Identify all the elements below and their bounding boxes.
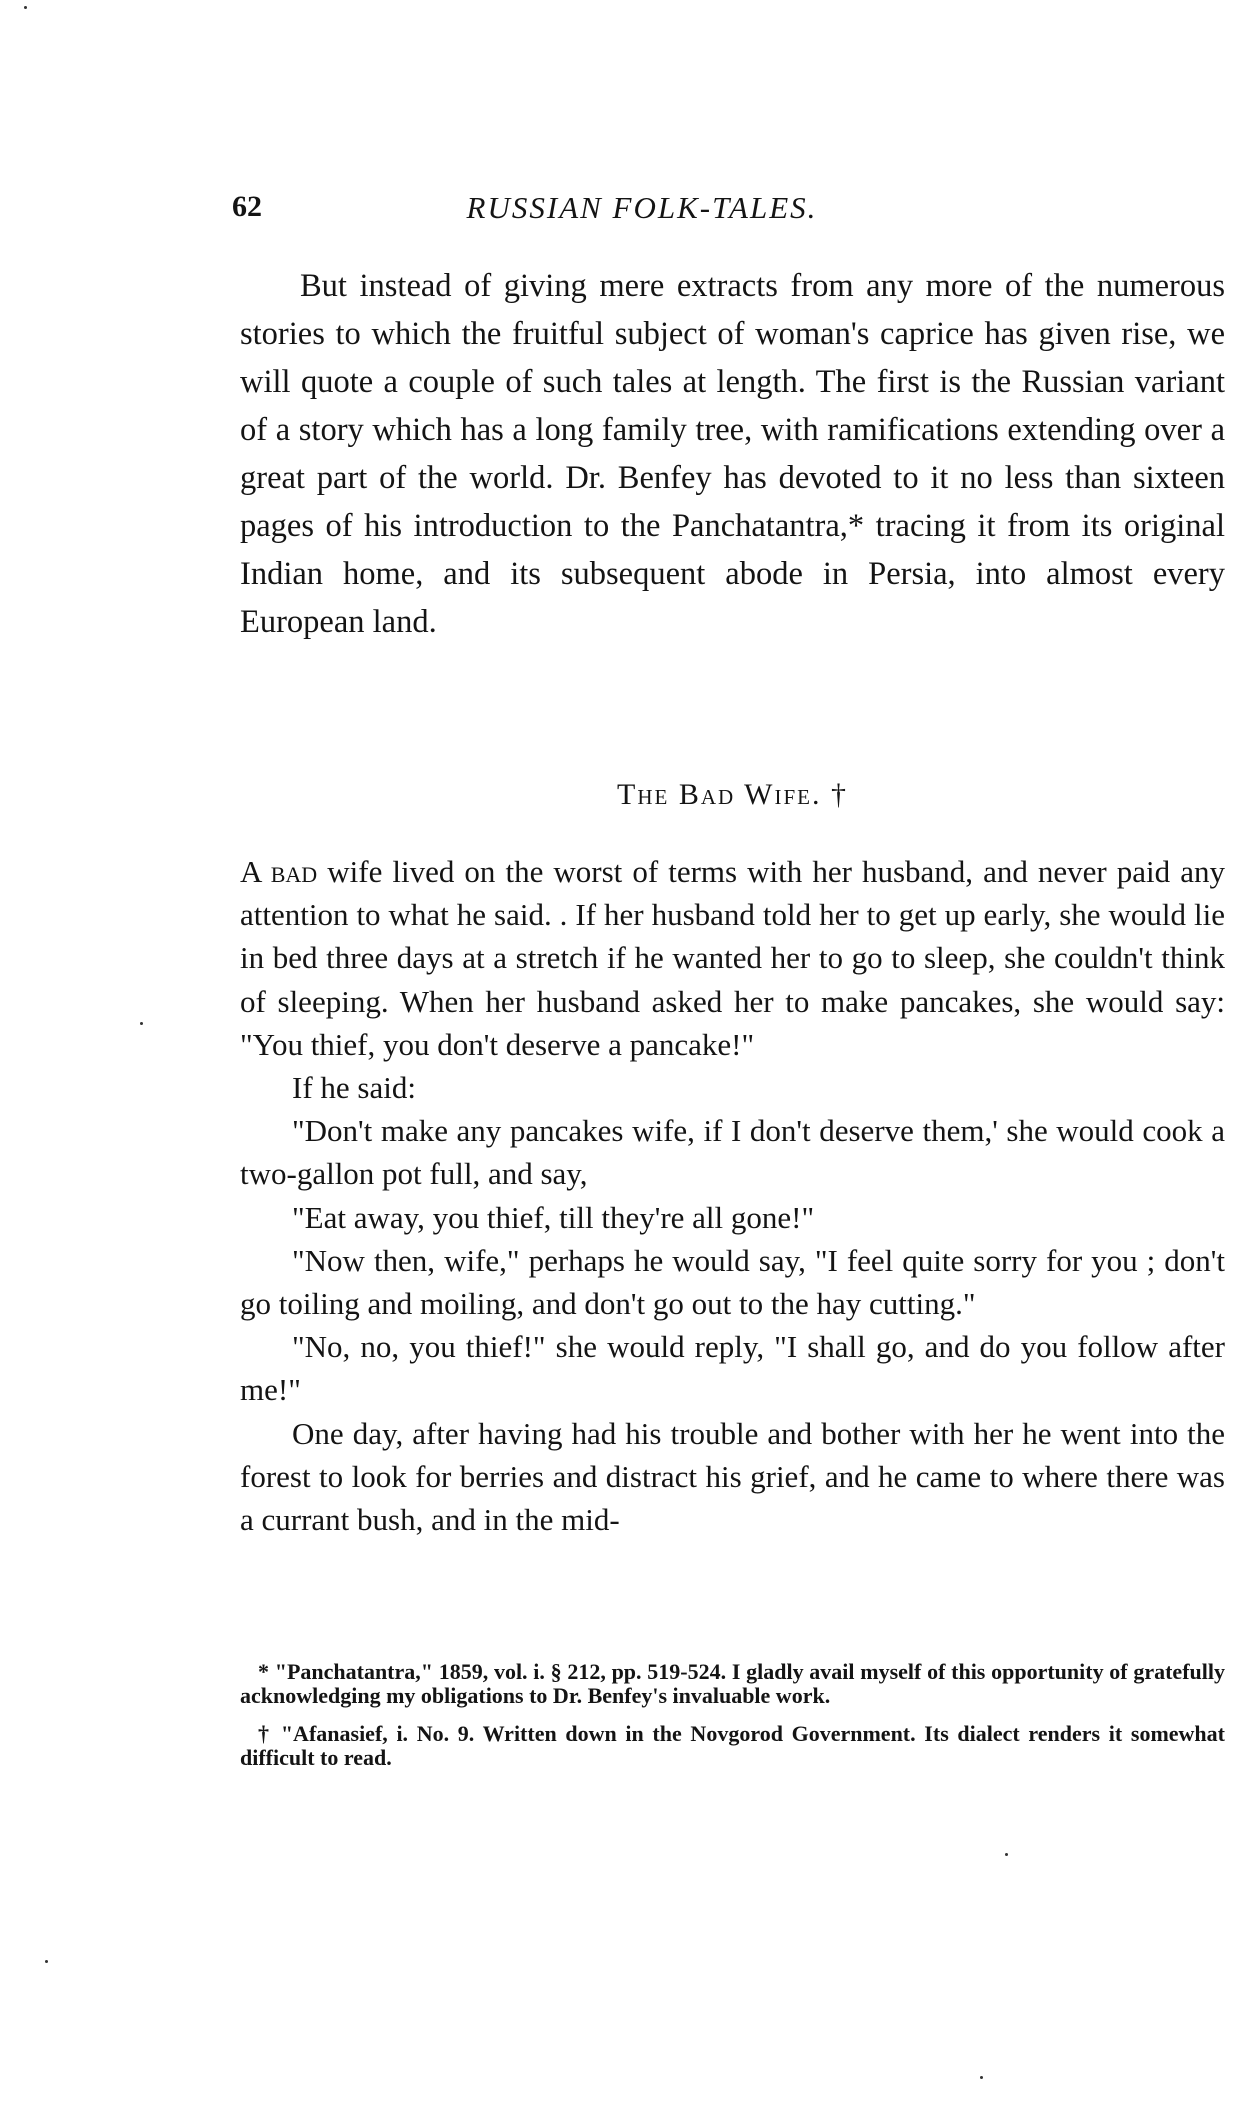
intro-paragraph: But instead of giving mere extracts from any more of the numerous stories to which the fruitful subject of woman's caprice has given rise, we will quote a couple of such tales at length. The first is the Russian variant of a story which has a long family tree, with ramifications extending over a great part of the world. Dr. Benfey has devoted to it no less than sixteen pages of his introduction to the Panchatantra,* tracing it from its original Indian home, and its subsequent abode in Persia, into almost every European land. xyxy=(240,268,1225,640)
story-paragraph: "Now then, wife," perhaps he would say, "I feel quite sorry for you ; don't go toiling and moiling, and don't go out to the hay cutting." xyxy=(240,1242,1225,1322)
story-paragraph: "Don't make any pancakes wife, if I don't deserve them,' she would cook a two-gallon pot full, and say, xyxy=(240,1113,1225,1192)
story-paragraph-text: wife lived on the worst of terms with her husband, and never paid any attention to what he said. . If her husband told her to get up early, she would lie in bed three days at a stretch if he wanted her to go to sleep, she couldn't think of sleeping. When her husband asked her to make pancakes, she would say: "You thief, you don't deserve a pancake!" xyxy=(240,854,1225,1062)
story-opening-words: A bad xyxy=(240,854,318,889)
intro-text xyxy=(240,262,1225,646)
story-paragraph: "No, no, you thief!" she would reply, "I shall go, and do you follow after me!" xyxy=(240,1329,1225,1408)
story-title: The Bad Wife. † xyxy=(617,778,848,811)
story-paragraph: If he said: xyxy=(292,1070,416,1106)
scan-speck xyxy=(140,1022,143,1025)
story-text xyxy=(240,850,1225,1541)
page-number: 62 xyxy=(232,190,262,223)
footnote: † "Afanasief, i. No. 9. Written down in the Novgorod Government. Its dialect renders it somewhat difficult to read. xyxy=(240,1721,1225,1770)
story-paragraph: "Eat away, you thief, till they're all gone!" xyxy=(292,1199,815,1235)
scan-speck xyxy=(980,2076,983,2079)
scan-speck xyxy=(45,1960,48,1963)
footnotes xyxy=(240,1660,1225,1784)
story-paragraph: One day, after having had his trouble and bother with her he went into the forest to look for berries and distract his grief, and he came to where there was a currant bush, and in the mid- xyxy=(240,1415,1225,1538)
footnote: * "Panchatantra," 1859, vol. i. § 212, pp. 519-524. I gladly avail myself of this opportunity of gratefully acknowledging my obligations to Dr. Benfey's invaluable work. xyxy=(240,1659,1225,1708)
page-header xyxy=(232,190,1052,234)
running-title: RUSSIAN FOLK-TALES. xyxy=(466,190,818,225)
scan-speck xyxy=(1005,1853,1008,1856)
scan-speck xyxy=(24,6,27,9)
story-paragraph xyxy=(240,850,1225,1066)
